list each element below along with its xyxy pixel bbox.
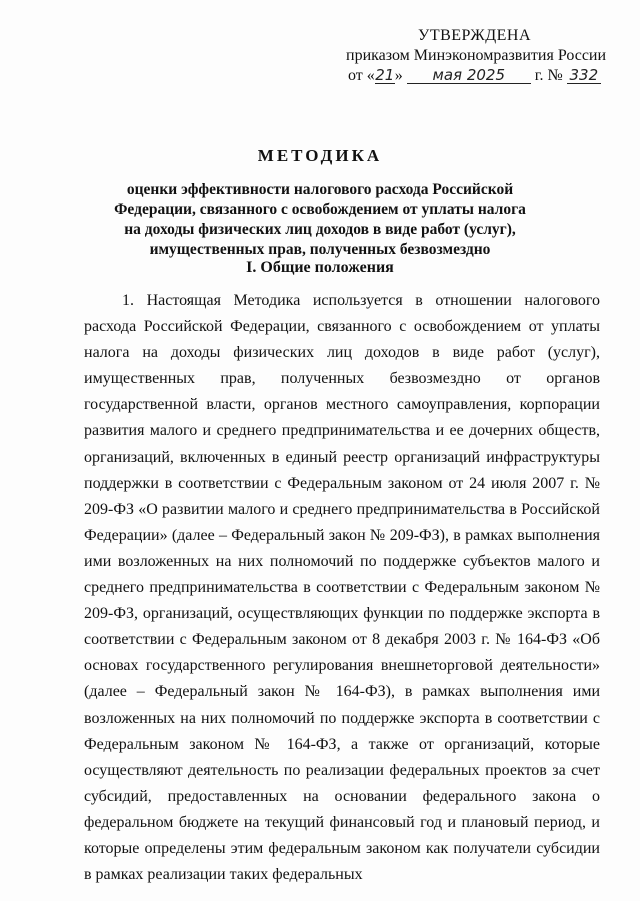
approval-heading: УТВЕРЖДЕНА [418,27,532,44]
approval-number-prefix: г. № [534,67,563,84]
paragraph-1: 1. Настоящая Методика используется в отношении налогового расхода Российской Федерации, связанного с освобождением от уплаты налога на доходы физических лиц доходов в виде работ (услуг), имущественных прав, полученных безвозмездно от органов государственной власти, органов местного самоуправления, корпорации развития малого и среднего предпринимательства и ее дочерних обществ, организаций, включенных в единый реестр организаций инфраструктуры поддержки в соответствии с Федеральным законом от 24 июля 2007 г. № 209-ФЗ «О развитии малого и среднего предпринимательства в Российской Федерации» (далее – Федеральный закон № 209-ФЗ), в рамках выполнения ими возложенных на них полномочий по поддержке субъектов малого и среднего предпринимательства в соответствии с Федеральным законом № 209-ФЗ, организаций, осуществляющих функции по поддержке экспорта в соответствии с Федеральным законом от 8 декабря 2003 г. № 164-ФЗ «Об основах государственного регулирования внешнеторговой деятельности» (далее – Федеральный закон № 164-ФЗ), в рамках выполнения ими возложенных на них полномочий по поддержке экспорта в соответствии с Федеральным законом № 164-ФЗ, а также от организаций, которые осуществляют деятельность по реализации федеральных проектов за счет субсидий, предоставленных на основании федерального закона о федеральном бюджете на текущий финансовый год и плановый период, и которые определены этим федеральным законом как получатели субсидии в рамках реализации таких федеральных [84,292,600,884]
approval-stamp [330,26,620,86]
document-title: МЕТОДИКА [257,146,383,165]
document-title-block [110,146,530,260]
approval-from-prefix: от « [348,67,375,84]
approval-month-year: мая 2025 [407,67,531,84]
approval-day-suffix: » [394,67,403,84]
approval-day: 21 [375,66,395,84]
document-subtitle: оценки эффективности налогового расхода Российской Федерации, связанного с освобождением от уплаты налога на доходы физических лиц доходов в виде работ (услуг), имущественных прав, полученных безвозмездно [114,181,526,258]
section-title: I. Общие положения [246,259,394,276]
approval-date-line [330,66,620,86]
approval-number: 332 [567,67,601,84]
approval-order-line: приказом Минэкономразвития России [346,47,607,64]
